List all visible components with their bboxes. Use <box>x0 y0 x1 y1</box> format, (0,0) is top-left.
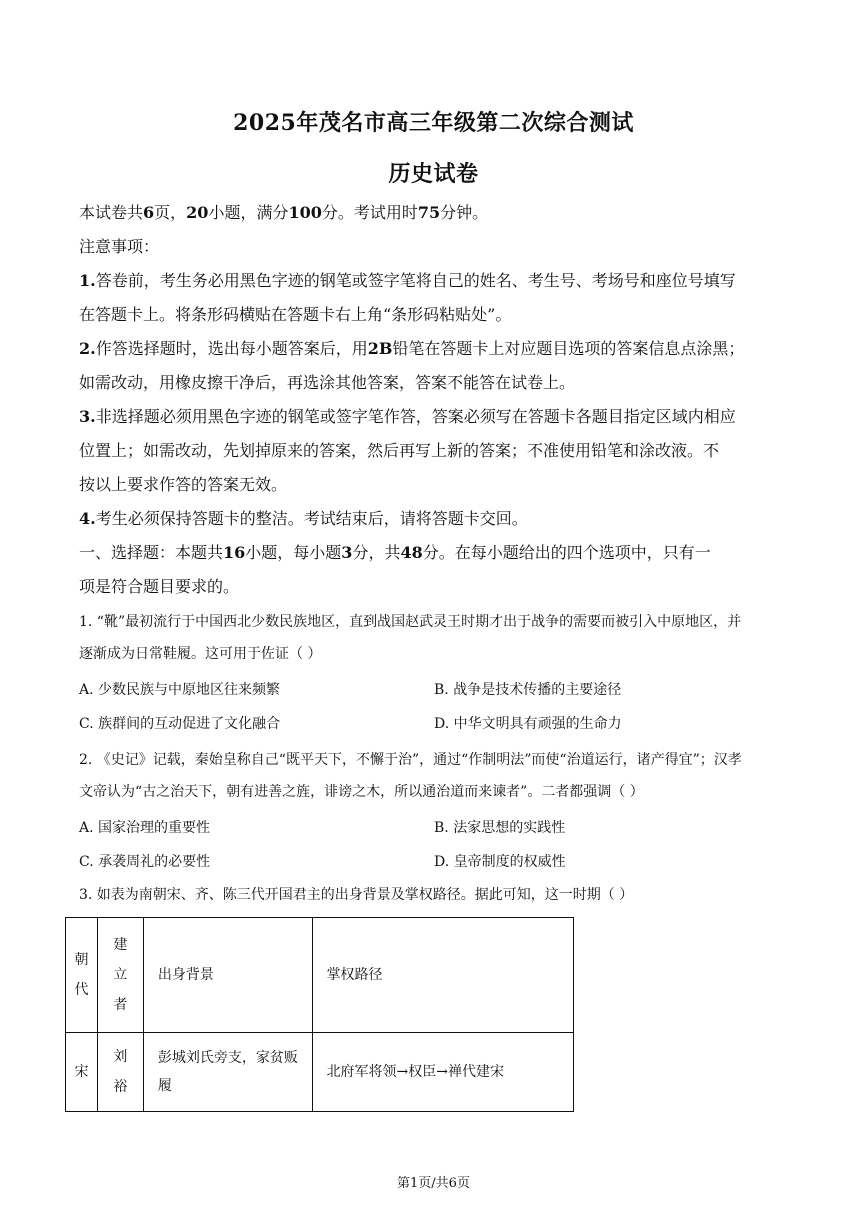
header-founder: 建 立 者 <box>97 918 143 1033</box>
cell-dynasty: 宋 <box>66 1033 98 1112</box>
cell-path: 北府军将领→权臣→禅代建宋 <box>312 1033 573 1112</box>
question-2-option-b: B. 法家思想的实践性 <box>434 820 566 836</box>
notice-item-3-line-1: 3.非选择题必须用黑色字迹的钢笔或签字笔作答，答案必须写在答题卡各题目指定区域内相应 <box>79 407 736 426</box>
exam-title: 2025年茂名市高三年级第二次综合测试 <box>233 110 634 136</box>
question-2-option-c: C. 承袭周礼的必要性 <box>79 854 211 870</box>
cell-background: 彭城刘氏旁支，家贫贩 履 <box>143 1033 312 1112</box>
question-2-stem-line-2: 文帝认为“古之治天下，朝有进善之旌，诽谤之木，所以通治道而来谏者”。二者都强调（ ） <box>79 784 644 800</box>
cell-founder: 刘 裕 <box>97 1033 143 1112</box>
header-dynasty: 朝 代 <box>66 918 98 1033</box>
notice-item-3-line-2: 位置上；如需改动，先划掉原来的答案，然后再写上新的答案；不准使用铅笔和涂改液。不 <box>79 441 720 460</box>
notice-item-3-line-3: 按以上要求作答的答案无效。 <box>79 475 288 494</box>
notice-item-2-line-1: 2.作答选择题时，选出每小题答案后，用2B铅笔在答题卡上对应题目选项的答案信息点涂黑； <box>79 339 745 358</box>
question-1-option-b: B. 战争是技术传播的主要途径 <box>434 682 622 698</box>
notice-item-4-line-1: 4.考生必须保持答题卡的整洁。考试结束后，请将答题卡交回。 <box>79 509 528 528</box>
table-row <box>66 1033 574 1112</box>
question-1-stem-line-1: 1. “靴”最初流行于中国西北少数民族地区，直到战国赵武灵王时期才出于战争的需要而被引入中原地区，并 <box>79 614 742 630</box>
table-header-row <box>66 918 574 1033</box>
question-1-option-c: C. 族群间的互动促进了文化融合 <box>79 716 281 732</box>
question-1-option-d: D. 中华文明具有顽强的生命力 <box>434 716 622 732</box>
question-2-stem-line-1: 2. 《史记》记载，秦始皇称自己“既平天下，不懈于治”，通过“作制明法”而使“治道运行，诸产得宜”；汉孝 <box>79 752 742 768</box>
notice-heading: 注意事项： <box>79 237 160 256</box>
question-1-option-a: A. 少数民族与中原地区往来频繁 <box>79 682 281 698</box>
section-1-heading-line-2: 项是符合题目要求的。 <box>79 577 240 596</box>
page-footer: 第1页/共6页 <box>397 1176 470 1191</box>
subject-title: 历史试卷 <box>388 161 479 187</box>
exam-intro: 本试卷共6页，20小题，满分100分。考试用时75分钟。 <box>79 203 489 222</box>
question-3-stem: 3. 如表为南朝宋、齐、陈三代开国君主的出身背景及掌权路径。据此可知，这一时期（ ） <box>79 887 634 903</box>
question-2-option-d: D. 皇帝制度的权威性 <box>434 854 566 870</box>
question-1-stem-line-2: 逐渐成为日常鞋履。这可用于佐证（ ） <box>79 646 322 662</box>
dynasty-founders-table <box>65 917 574 1112</box>
question-2-option-a: A. 国家治理的重要性 <box>79 820 211 836</box>
notice-item-1-line-2: 在答题卡上。将条形码横贴在答题卡右上角“条形码粘贴处”。 <box>79 305 512 324</box>
header-background: 出身背景 <box>143 918 312 1033</box>
section-1-heading: 一、选择题：本题共16小题，每小题3分，共48分。在每小题给出的四个选项中，只有一 <box>79 543 711 562</box>
notice-item-1-line-1: 1.答卷前，考生务必用黑色字迹的钢笔或签字笔将自己的姓名、考生号、考场号和座位号填写 <box>79 271 736 290</box>
header-path: 掌权路径 <box>312 918 573 1033</box>
notice-item-2-line-2: 如需改动，用橡皮擦干净后，再选涂其他答案，答案不能答在试卷上。 <box>79 373 576 392</box>
